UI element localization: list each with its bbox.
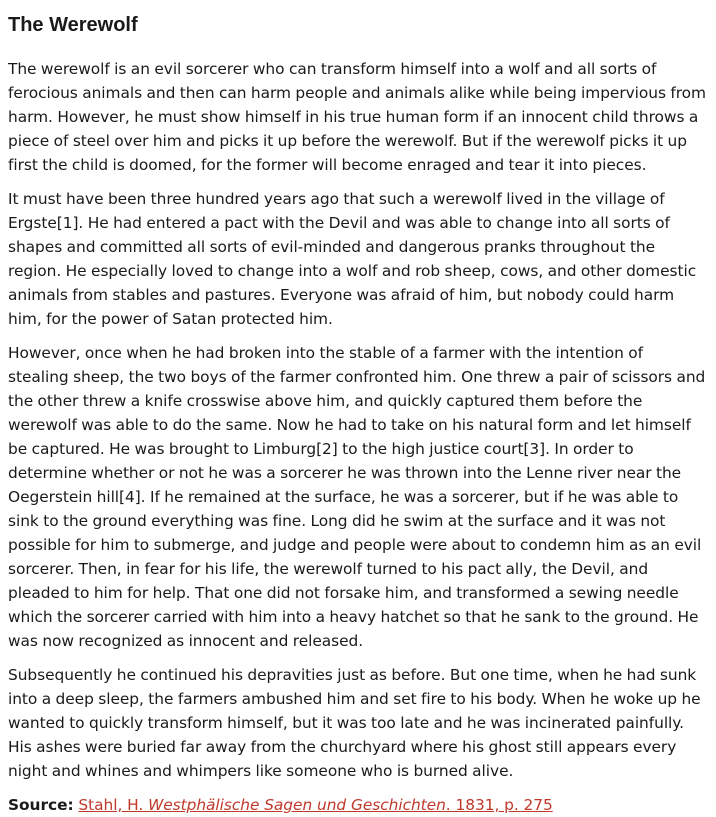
article-title: The Werewolf xyxy=(8,14,138,36)
paragraph-1: The werewolf is an evil sorcerer who can transform himself into a wolf and all sorts of ferocious animals and then can harm people and animals alike while being impervious from harm. However, he must show himself in his true human form if an innocent child throws a piece of steel over him and picks it up before the werewolf. But if the werewolf picks it up first the child is doomed, for the former will become enraged and tear it into pieces. xyxy=(8,60,706,174)
paragraph-3: However, once when he had broken into the stable of a farmer with the intention of stealing sheep, the two boys of the farmer confronted him. One threw a pair of scissors and the other threw a knife crosswise above him, and quickly captured them before the werewolf was able to do the same. Now he had to take on his natural form and let himself be captured. He was brought to Limburg[2] to the high justice court[3]. In order to determine whether or not he was a sorcerer he was thrown into the Lenne river near the Oegerstein hill[4]. If he remained at the surface, he was a sorcerer, but if he was able to sink to the ground everything was fine. Long did he swim at the surface and it was not possible for him to submerge, and judge and people were about to condemn him as an evil sorcerer. Then, in fear for his life, the werewolf turned to his pact ally, the Devil, and pleaded to him for help. That one did not forsake him, and transformed a sewing needle which the sorcerer carried with him into a heavy hatchet so that he sank to the ground. He was now recognized as innocent and released. xyxy=(8,344,706,650)
paragraph-2: It must have been three hundred years ago that such a werewolf lived in the village of Ergste[1]. He had entered a pact with the Devil and was able to change into all sorts of shapes and committed all sorts of evil-minded and dangerous pranks throughout the region. He especially loved to change into a wolf and rob sheep, cows, and other domestic animals from stables and pastures. Everyone was afraid of him, but nobody could harm him, for the power of Satan protected him. xyxy=(8,190,697,328)
paragraph-4: Subsequently he continued his depravities just as before. But one time, when he had sunk into a deep sleep, the farmers ambushed him and set fire to his body. When he woke up he wanted to quickly transform himself, but it was too late and he was incinerated painfully. His ashes were buried far away from the churchyard where his ghost still appears every night and whines and whimpers like someone who is burned alive. xyxy=(8,666,701,780)
source-details: . 1831, p. 275 xyxy=(445,796,553,814)
source-link[interactable] xyxy=(78,796,552,814)
source-label: Source: xyxy=(8,796,74,814)
source-line xyxy=(8,793,708,817)
source-work-title: Westphälische Sagen und Geschichten xyxy=(148,796,446,814)
source-author: Stahl, H. xyxy=(78,796,149,814)
